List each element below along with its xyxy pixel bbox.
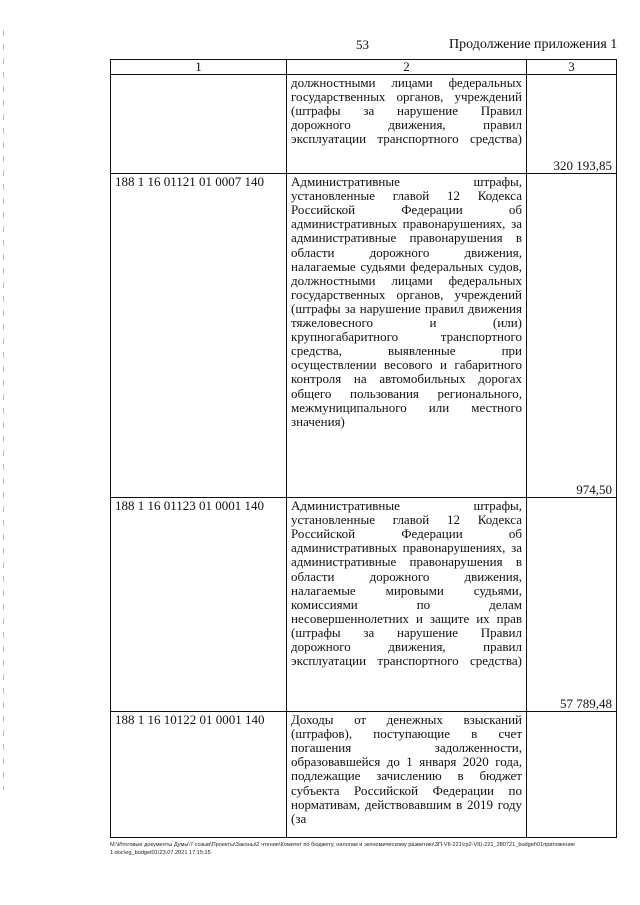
scan-edge-mark	[3, 30, 4, 790]
row-description: Административные штрафы, установленные главой 12 Кодекса Российской Федерации об административных правонарушениях, за административные правонарушения в области дорожного движения, налагаемые судьями федеральных судов, должностными лицами федеральных государственных органов, учреждений (штрафы за нарушение правил движения тяжеловесного и (или) крупногабаритного транспортного средства, выявленные при осуществлении весового и габаритного контроля на автомобильных дорогах общего пользования регионального, межмуниципального или местного значения)	[287, 174, 527, 498]
row-description: Доходы от денежных взысканий (штрафов), поступающие в счет погашения задолженности, образовавшейся до 1 января 2020 года, подлежащие зачислению в бюджет субъекта Российской Федерации по нормативам, действовавшим в 2019 году (за	[287, 712, 527, 838]
page-number: 53	[356, 37, 369, 52]
table-row	[111, 75, 617, 174]
row-amount: 974,50	[527, 174, 617, 498]
table-header-row	[111, 60, 617, 75]
revenue-table	[110, 59, 617, 838]
row-code: 188 1 16 10122 01 0001 140	[111, 712, 287, 838]
row-amount: 57 789,48	[527, 498, 617, 712]
row-description: должностными лицами федеральных государственных органов, учреждений (штрафы за нарушение Правил дорожного движения, правил эксплуатации транспортного средства)	[287, 75, 527, 174]
footer-file-path: M:\Итоговые документы Думы\7 созыв\Проекты\Законы\2 чтение\Комитет по бюджету, налогам и экономическому развитию\ЗП-VII-221\гр2-VII)-221_280721_budget\01приложение 1.doc\eg_budget01\23.07.2021 17:15:15	[110, 842, 576, 856]
column-header-1: 1	[111, 60, 287, 75]
column-header-2: 2	[287, 60, 527, 75]
row-code	[111, 75, 287, 174]
row-code: 188 1 16 01121 01 0007 140	[111, 174, 287, 498]
column-header-3: 3	[527, 60, 617, 75]
row-description: Административные штрафы, установленные главой 12 Кодекса Российской Федерации об административных правонарушениях, за административные правонарушения в области дорожного движения, налагаемые мировыми судьями, комиссиями по делам несовершеннолетних и защите их прав (штрафы за нарушение Правил дорожного движения, правил эксплуатации транспортного средства)	[287, 498, 527, 712]
table-row	[111, 174, 617, 498]
row-amount	[527, 712, 617, 838]
table-row	[111, 498, 617, 712]
row-code: 188 1 16 01123 01 0001 140	[111, 498, 287, 712]
continuation-label: Продолжение приложения 1	[449, 37, 618, 52]
row-amount: 320 193,85	[527, 75, 617, 174]
table-row	[111, 712, 617, 838]
